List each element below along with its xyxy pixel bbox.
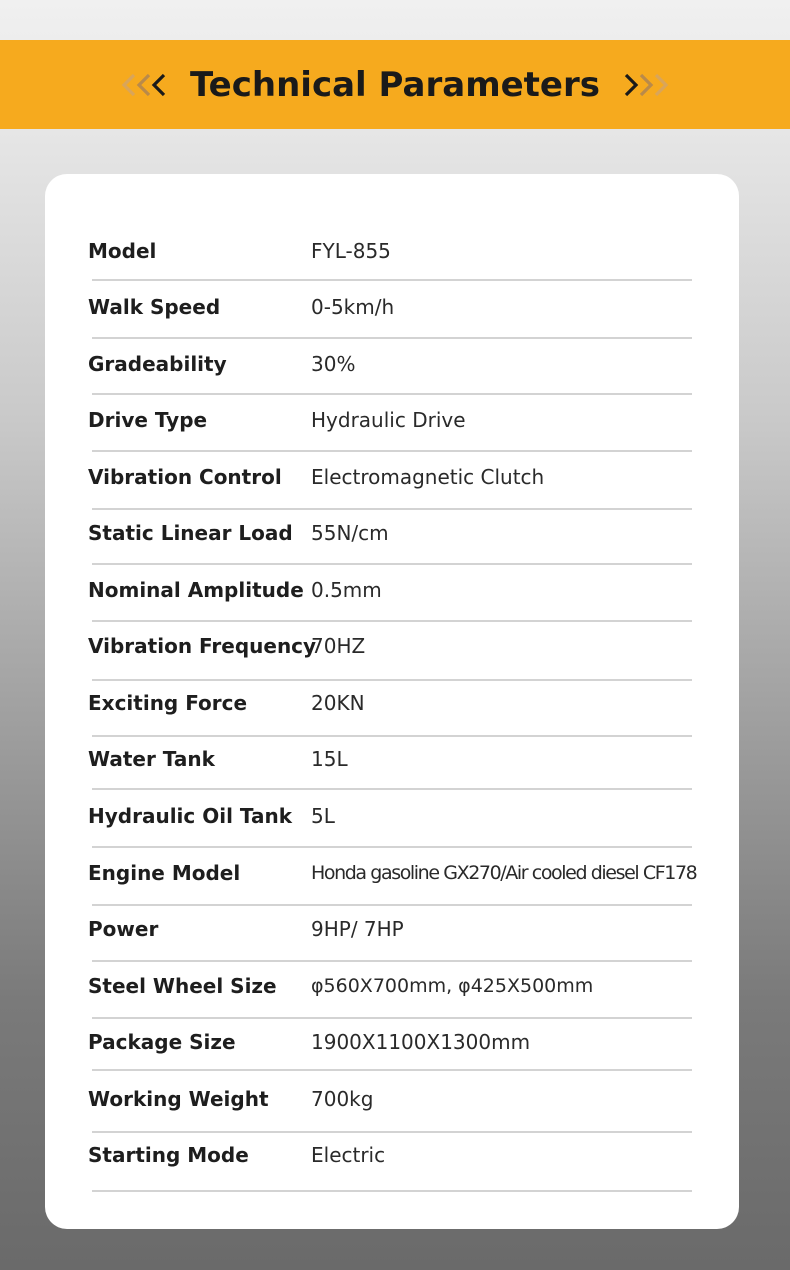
row-divider <box>92 1069 692 1071</box>
triple-chevron-right-icon <box>614 71 672 99</box>
spec-label: Package Size <box>88 1030 236 1054</box>
spec-value: 1900X1100X1300mm <box>311 1030 531 1054</box>
spec-row-nominal-amplitude <box>45 570 739 610</box>
row-divider <box>92 679 692 681</box>
spec-row-walk-speed <box>45 287 739 327</box>
spec-value: 700kg <box>311 1087 374 1111</box>
row-divider <box>92 735 692 737</box>
spec-value: Electric <box>311 1143 386 1167</box>
spec-value: φ560X700mm, φ425X500mm <box>311 975 594 997</box>
row-divider <box>92 1017 692 1019</box>
spec-label: Working Weight <box>88 1087 269 1111</box>
spec-value: 5L <box>311 804 335 828</box>
spec-row-drive-type <box>45 400 739 440</box>
spec-row-vibration-control <box>45 457 739 497</box>
spec-row-working-weight <box>45 1079 739 1119</box>
row-divider <box>92 960 692 962</box>
row-divider <box>92 279 692 281</box>
spec-value: FYL-855 <box>311 239 391 263</box>
spec-label: Vibration Frequency <box>88 634 317 658</box>
spec-row-exciting-force <box>45 683 739 723</box>
row-divider <box>92 450 692 452</box>
row-divider <box>92 904 692 906</box>
spec-label: Model <box>88 239 157 263</box>
spec-row-package-size <box>45 1022 739 1062</box>
spec-value: 20KN <box>311 691 365 715</box>
row-divider <box>92 337 692 339</box>
row-divider <box>92 393 692 395</box>
spec-row-hydraulic-oil-tank <box>45 796 739 836</box>
row-divider <box>92 788 692 790</box>
spec-label: Starting Mode <box>88 1143 249 1167</box>
spec-row-steel-wheel-size <box>45 966 739 1006</box>
spec-value: 9HP/ 7HP <box>311 917 404 941</box>
spec-row-model <box>45 231 739 271</box>
spec-label: Water Tank <box>88 747 215 771</box>
spec-label: Hydraulic Oil Tank <box>88 804 292 828</box>
spec-label: Steel Wheel Size <box>88 974 277 998</box>
spec-label: Gradeability <box>88 352 227 376</box>
spec-value: Honda gasoline GX270/Air cooled diesel CF178 <box>311 862 697 884</box>
spec-label: Nominal Amplitude <box>88 578 304 602</box>
spec-label: Static Linear Load <box>88 521 293 545</box>
header-banner <box>0 40 790 129</box>
spec-row-power <box>45 909 739 949</box>
row-divider <box>92 508 692 510</box>
spec-value: 15L <box>311 747 348 771</box>
spec-value: 55N/cm <box>311 521 389 545</box>
spec-row-engine-model <box>45 853 739 893</box>
header-title-group <box>118 65 672 105</box>
row-divider <box>92 846 692 848</box>
row-divider <box>92 620 692 622</box>
spec-value: 30% <box>311 352 356 376</box>
spec-value: 0.5mm <box>311 578 382 602</box>
spec-row-static-linear-load <box>45 513 739 553</box>
spec-row-vibration-frequency <box>45 626 739 666</box>
row-divider <box>92 1131 692 1133</box>
spec-value: 0-5km/h <box>311 295 395 319</box>
spec-label: Drive Type <box>88 408 208 432</box>
spec-value: 70HZ <box>311 634 366 658</box>
spec-value: Hydraulic Drive <box>311 408 466 432</box>
row-divider <box>92 1190 692 1192</box>
spec-row-gradeability <box>45 344 739 384</box>
triple-chevron-left-icon <box>118 71 176 99</box>
spec-table-card <box>45 174 739 1229</box>
spec-row-water-tank <box>45 739 739 779</box>
spec-value: Electromagnetic Clutch <box>311 465 545 489</box>
spec-row-starting-mode <box>45 1135 739 1175</box>
spec-label: Vibration Control <box>88 465 282 489</box>
spec-label: Walk Speed <box>88 295 221 319</box>
row-divider <box>92 563 692 565</box>
spec-label: Power <box>88 917 159 941</box>
spec-label: Exciting Force <box>88 691 248 715</box>
page-title: Technical Parameters <box>189 64 600 105</box>
spec-label: Engine Model <box>88 861 241 885</box>
